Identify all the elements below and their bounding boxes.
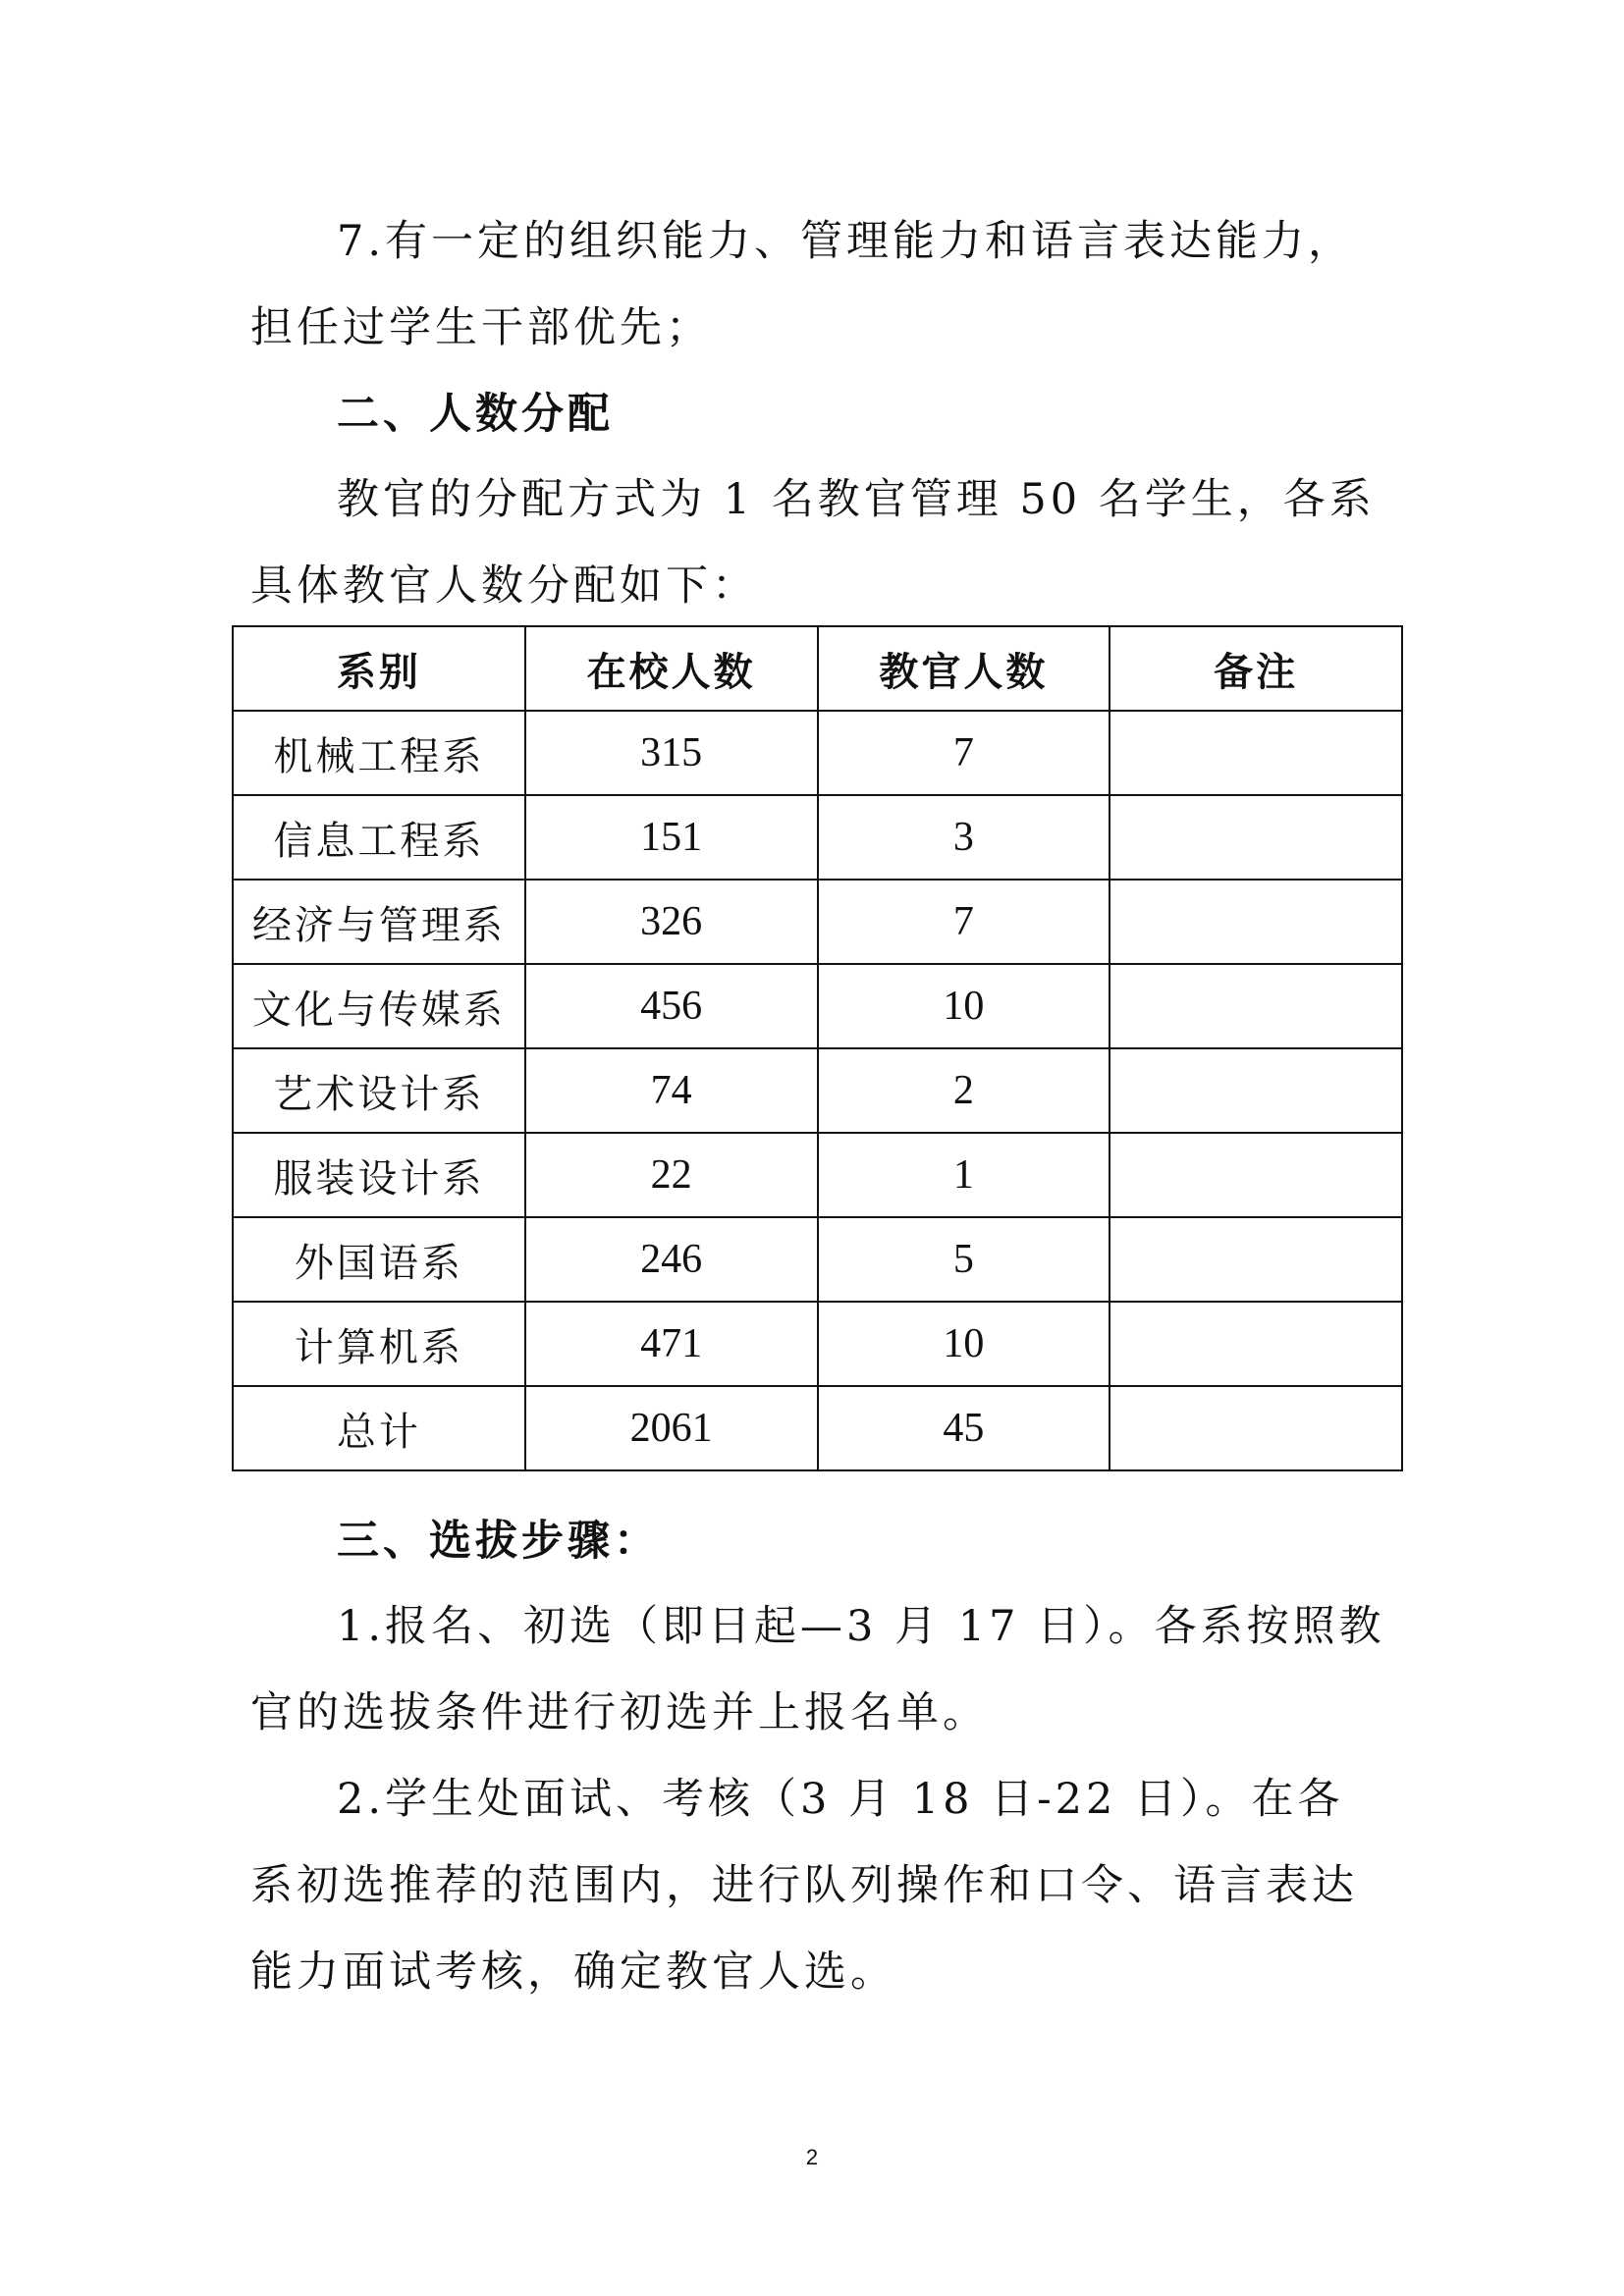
cell-note	[1110, 964, 1402, 1048]
table-row	[233, 711, 1402, 795]
cell-instructors: 10	[818, 964, 1110, 1048]
cell-dept: 艺术设计系	[233, 1048, 525, 1133]
header-note: 备注	[1110, 626, 1402, 711]
table-row	[233, 1217, 1402, 1302]
cell-note	[1110, 1133, 1402, 1217]
cell-instructors: 7	[818, 880, 1110, 964]
cell-dept: 服装设计系	[233, 1133, 525, 1217]
cell-dept: 计算机系	[233, 1302, 525, 1386]
step-2-paragraph: 2.学生处面试、考核（3 月 18 日-22 日）。在各系初选推荐的范围内，进行队列操作和口令、语言表达能力面试考核，确定教官人选。	[250, 1775, 1358, 1997]
cell-students: 151	[525, 795, 818, 880]
header-instructors: 教官人数	[818, 626, 1110, 711]
table-row	[233, 1133, 1402, 1217]
table-row	[233, 1302, 1402, 1386]
table-row	[233, 1048, 1402, 1133]
cell-dept: 总计	[233, 1386, 525, 1470]
header-students: 在校人数	[525, 626, 818, 711]
cell-instructors: 5	[818, 1217, 1110, 1302]
cell-note	[1110, 795, 1402, 880]
page-number: 2	[805, 2145, 819, 2169]
section-2-heading: 二、人数分配	[337, 390, 614, 439]
cell-students: 456	[525, 964, 818, 1048]
cell-instructors: 45	[818, 1386, 1110, 1470]
cell-note	[1110, 711, 1402, 795]
cell-note	[1110, 1386, 1402, 1470]
table-row	[233, 795, 1402, 880]
table-row-total	[233, 1386, 1402, 1470]
cell-dept: 外国语系	[233, 1217, 525, 1302]
cell-instructors: 10	[818, 1302, 1110, 1386]
cell-students: 2061	[525, 1386, 818, 1470]
cell-note	[1110, 1302, 1402, 1386]
cell-dept: 信息工程系	[233, 795, 525, 880]
item-7-paragraph: 7.有一定的组织能力、管理能力和语言表达能力，担任过学生干部优先；	[250, 217, 1355, 352]
cell-dept: 文化与传媒系	[233, 964, 525, 1048]
header-dept: 系别	[233, 626, 525, 711]
cell-students: 246	[525, 1217, 818, 1302]
cell-instructors: 2	[818, 1048, 1110, 1133]
section-3-heading: 三、选拔步骤：	[337, 1517, 660, 1566]
cell-dept: 机械工程系	[233, 711, 525, 795]
table-row	[233, 964, 1402, 1048]
section-2-intro: 教官的分配方式为 1 名教官管理 50 名学生，各系具体教官人数分配如下：	[250, 475, 1376, 611]
cell-note	[1110, 880, 1402, 964]
step-1-paragraph: 1.报名、初选（即日起—3 月 17 日）。各系按照教官的选拔条件进行初选并上报名单。	[250, 1602, 1385, 1737]
instructor-allocation-table	[232, 625, 1403, 1471]
cell-students: 315	[525, 711, 818, 795]
cell-students: 471	[525, 1302, 818, 1386]
table-row	[233, 880, 1402, 964]
table-header-row	[233, 626, 1402, 711]
cell-instructors: 3	[818, 795, 1110, 880]
cell-students: 326	[525, 880, 818, 964]
cell-dept: 经济与管理系	[233, 880, 525, 964]
cell-note	[1110, 1217, 1402, 1302]
cell-note	[1110, 1048, 1402, 1133]
cell-instructors: 7	[818, 711, 1110, 795]
cell-students: 74	[525, 1048, 818, 1133]
cell-instructors: 1	[818, 1133, 1110, 1217]
cell-students: 22	[525, 1133, 818, 1217]
